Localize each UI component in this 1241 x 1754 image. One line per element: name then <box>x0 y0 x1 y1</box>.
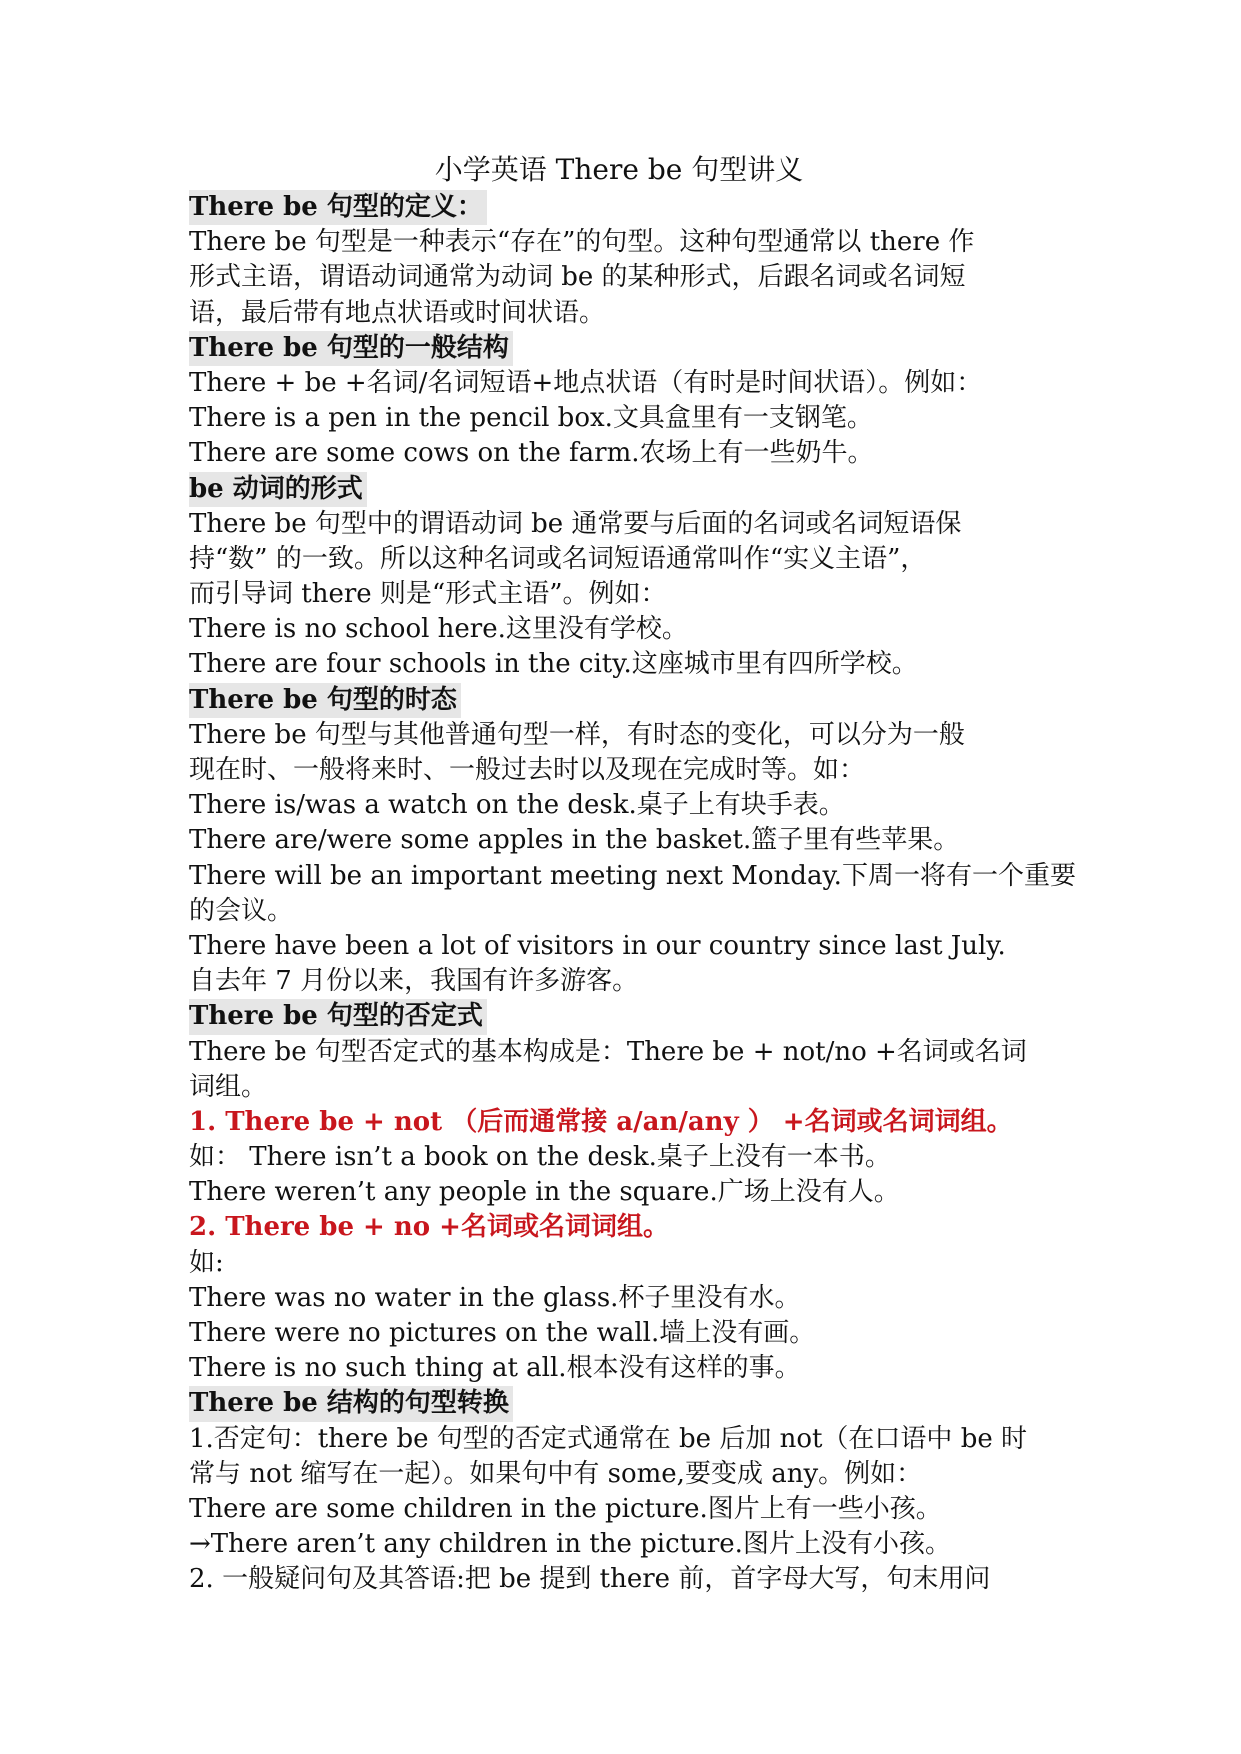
text-line: 现在时、一般将来时、一般过去时以及现在完成时等。如： <box>189 755 866 785</box>
text-line: There be 句型是一种表示“存在”的句型。这种句型通常以 there 作 <box>189 227 975 258</box>
text-line: There be 句型中的谓语动词 be 通常要与后面的名词或名词短语保 <box>189 508 962 539</box>
section-negative <box>189 999 1089 1386</box>
text-line: There are some cows on the farm.农场上有一些奶牛。 <box>189 438 874 469</box>
text-line: 的会议。 <box>189 895 294 926</box>
text-line: There were no pictures on the wall.墙上没有画。 <box>189 1318 816 1348</box>
section-heading: There be 句型的否定式 <box>189 999 487 1034</box>
text-line: 如： There isn’t a book on the desk.桌子上没有一本书。 <box>189 1142 891 1173</box>
text-line: 自去年 7 月份以来，我国有许多游客。 <box>189 966 639 997</box>
text-line: 1.否定句：there be 句型的否定式通常在 be 后加 not（在口语中 be 时 <box>189 1423 1027 1454</box>
text-line: There is a pen in the pencil box.文具盒里有一支钢笔。 <box>189 403 873 434</box>
section-be-forms <box>189 472 1089 683</box>
text-line: There weren’t any people in the square.广场上没有人。 <box>189 1177 900 1208</box>
text-line: 持“数” 的一致。所以这种名词或名词短语通常叫作“实义主语”， <box>189 543 927 574</box>
text-line: →There aren’t any children in the picture.图片上没有小孩。 <box>189 1529 951 1560</box>
text-line: There be 句型否定式的基本构成是：There be + not/no +名词或名词 <box>189 1036 1027 1067</box>
section-tenses <box>189 683 1089 1000</box>
text-line: 语，最后带有地点状语或时间状语。 <box>189 297 606 328</box>
text-line: There be 句型与其他普通句型一样，有时态的变化，可以分为一般 <box>189 719 965 750</box>
section-heading: There be 句型的定义： <box>189 190 487 225</box>
text-line: There are/were some apples in the basket.篮子里有些苹果。 <box>189 825 960 856</box>
section-definition <box>189 190 1089 331</box>
text-line: There have been a lot of visitors in our country since last July. <box>189 930 1006 961</box>
text-line: 词组。 <box>189 1071 268 1102</box>
text-line: There is no such thing at all.根本没有这样的事。 <box>189 1353 801 1384</box>
text-line: There was no water in the glass.杯子里没有水。 <box>189 1282 801 1313</box>
document-title: 小学英语 There be 句型讲义 <box>434 153 804 186</box>
document-page <box>189 150 1089 1598</box>
section-heading: There be 句型的一般结构 <box>189 331 513 366</box>
text-line: There is/was a watch on the desk.桌子上有块手表。 <box>189 790 845 821</box>
text-line: There + be +名词/名词短语+地点状语（有时是时间状语）。例如： <box>189 367 983 398</box>
text-line: 如: <box>189 1247 224 1278</box>
section-structure <box>189 331 1089 472</box>
text-line: 常与 not 缩写在一起）。如果句中有 some,要变成 any。例如： <box>189 1458 923 1489</box>
text-line: There is no school here.这里没有学校。 <box>189 614 688 645</box>
text-line: There are some children in the picture.图片上有一些小孩。 <box>189 1493 942 1524</box>
rule-2: 2. There be + no +名词或名词词组。 <box>189 1212 669 1243</box>
section-transformations <box>189 1386 1089 1597</box>
text-line: 2. 一般疑问句及其答语:把 be 提到 there 前，首字母大写，句末用问 <box>189 1564 991 1595</box>
section-heading: be 动词的形式 <box>189 472 367 507</box>
rule-1: 1. There be + not （后而通常接 a/an/any ） +名词或名词词组。 <box>189 1106 1013 1137</box>
section-heading: There be 句型的时态 <box>189 683 461 718</box>
text-line: There are four schools in the city.这座城市里有四所学校。 <box>189 649 918 680</box>
text-line: There will be an important meeting next Monday.下周一将有一个重要 <box>189 860 1076 891</box>
section-heading: There be 结构的句型转换 <box>189 1386 513 1421</box>
text-line: 而引导词 there 则是“形式主语”。例如： <box>189 579 667 610</box>
text-line: 形式主语，谓语动词通常为动词 be 的某种形式，后跟名词或名词短 <box>189 262 966 293</box>
